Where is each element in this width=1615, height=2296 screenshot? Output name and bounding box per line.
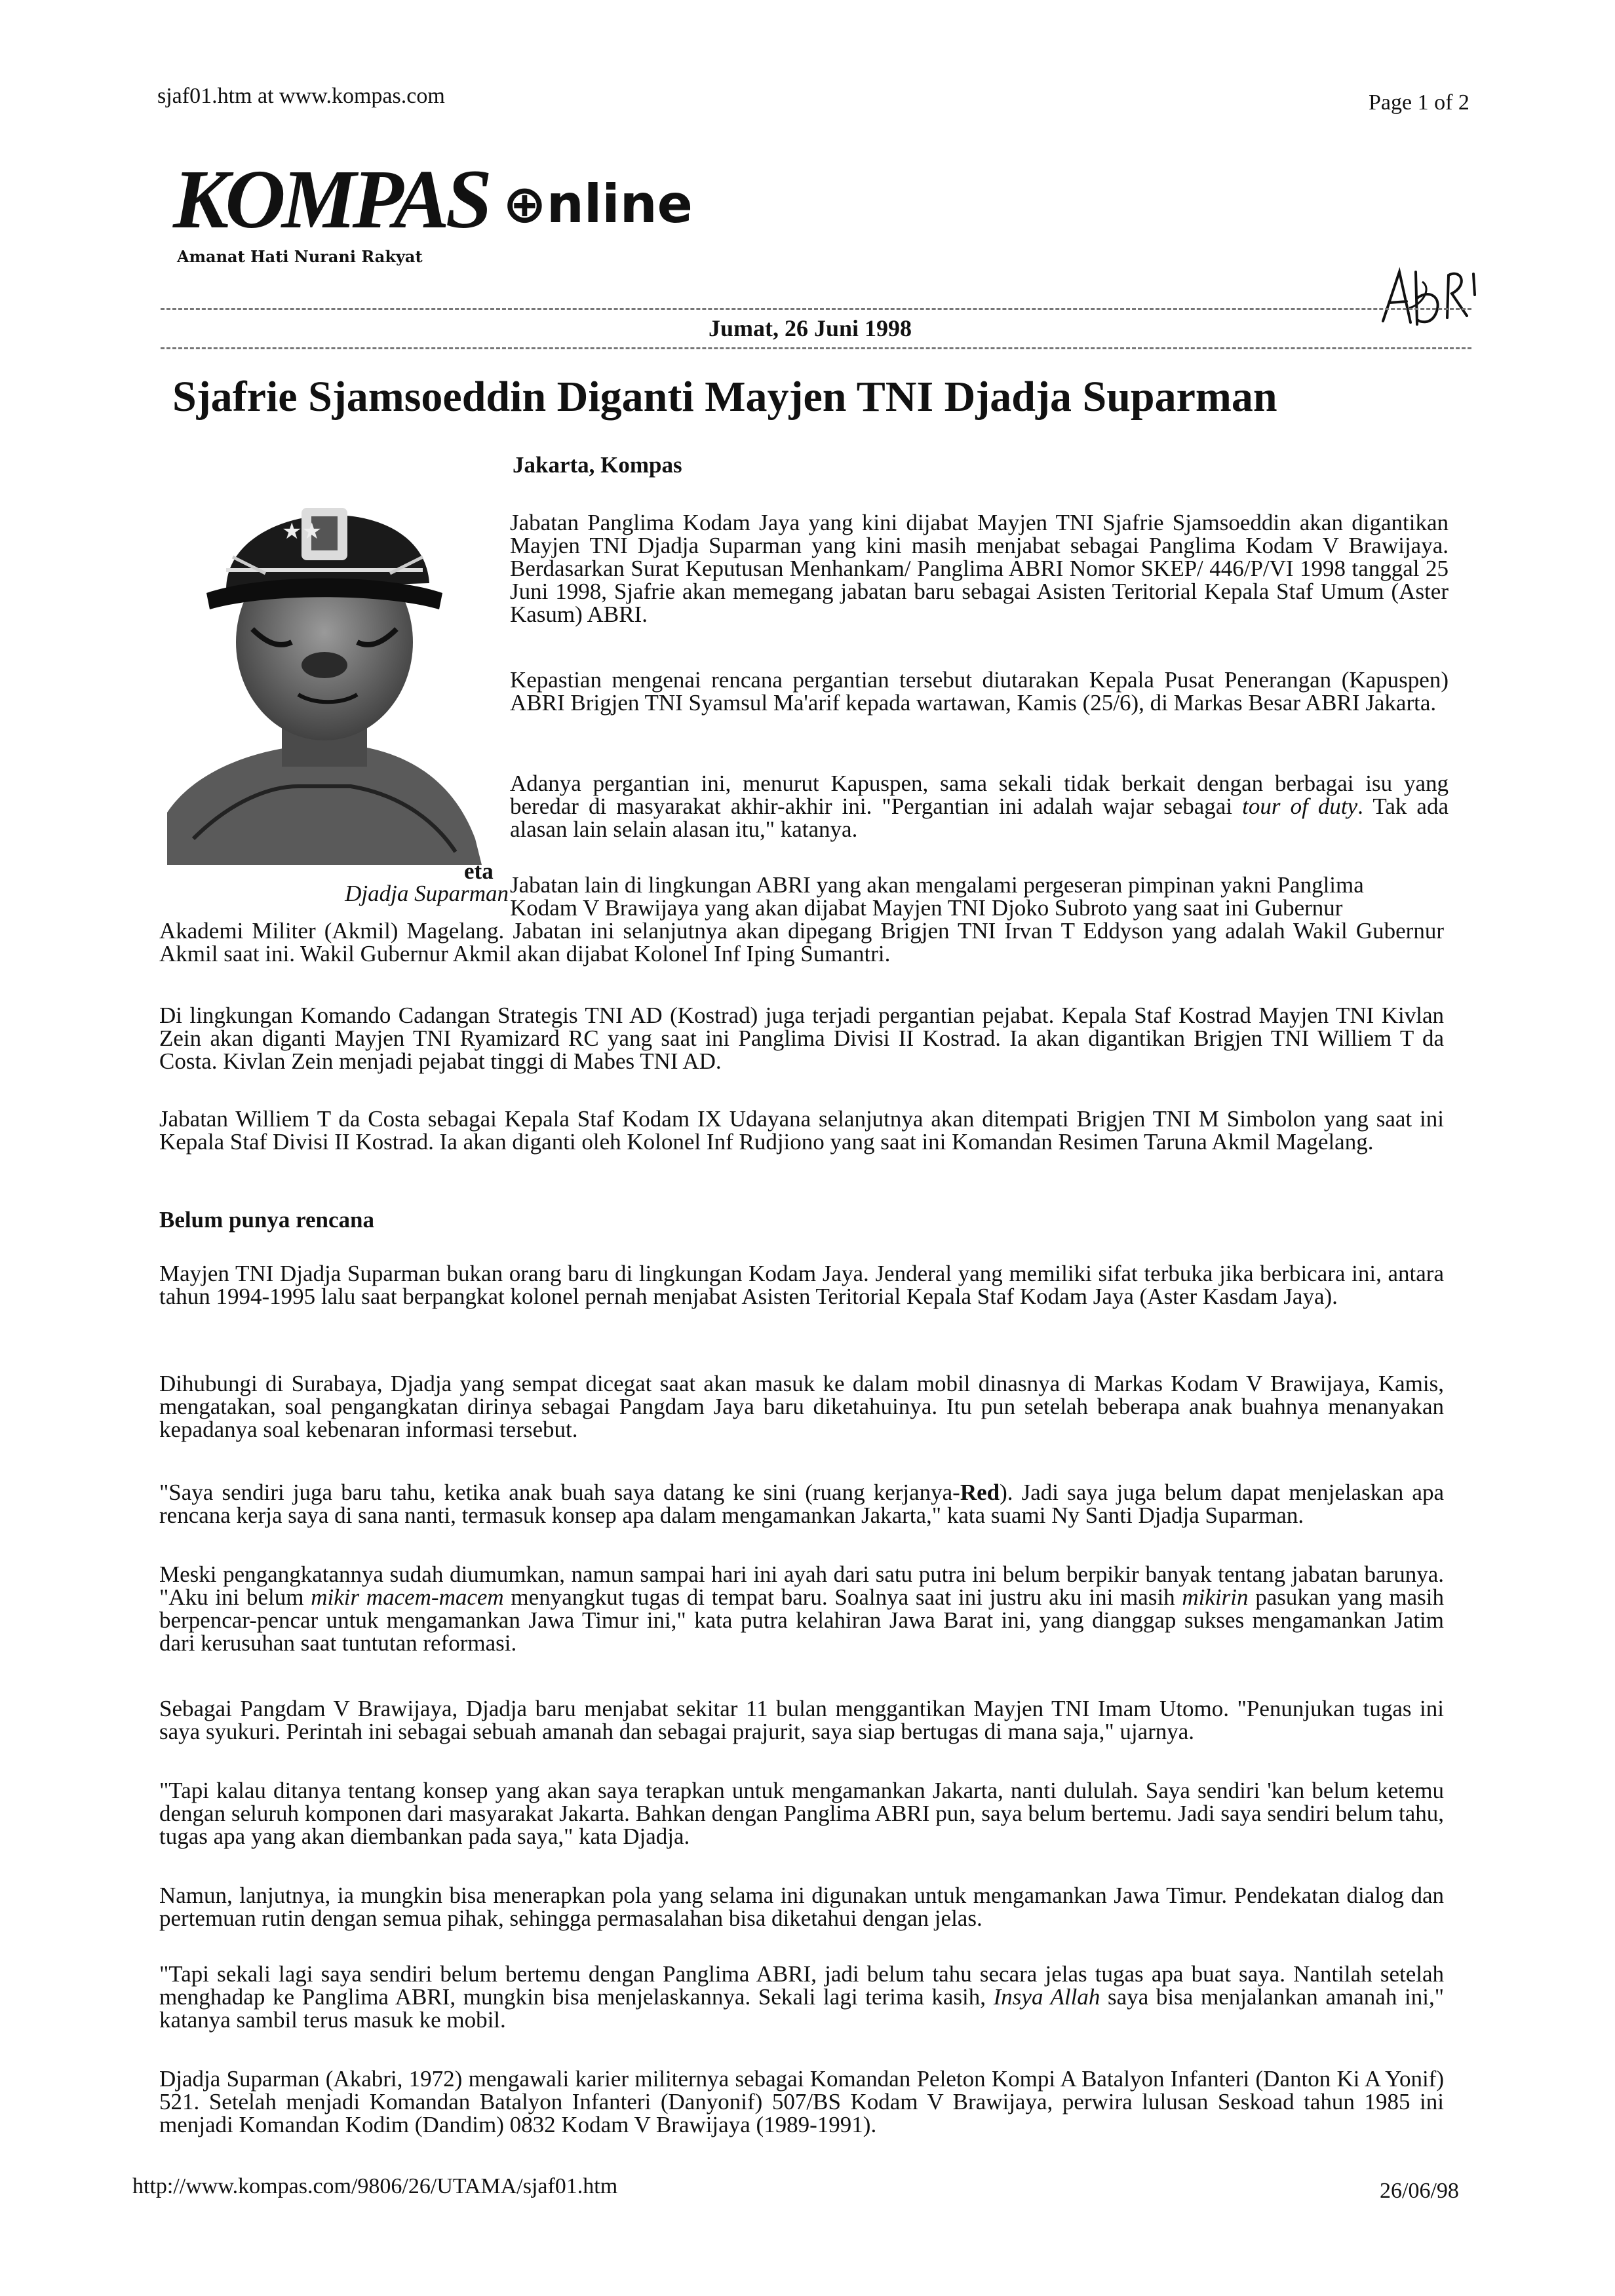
paragraph-13: Namun, lanjutnya, ia mungkin bisa menerapkan pola yang selama ini digunakan untuk mengamankan Jawa Timur. Pendekatan dialog dan pertemuan rutin dengan semua pihak, sehingga permasalahan bisa diketahui dengan jelas. bbox=[159, 1883, 1444, 1931]
paragraph-11: Sebagai Pangdam V Brawijaya, Djadja baru menjabat sekitar 11 bulan menggantikan Mayjen TNI Imam Utomo. "Penunjukan tugas ini saya syukuri. Perintah ini sebagai sebuah amanah dan sebagai prajurit, saya siap bertugas di mana saja," ujarnya. bbox=[159, 1696, 1444, 1744]
paragraph-1: Jabatan Panglima Kodam Jaya yang kini dijabat Mayjen TNI Sjafrie Sjamsoeddin akan digantikan Mayjen TNI Djadja Suparman yang kini masih menjabat sebagai Panglima Kodam V Brawijaya. Berdasarkan Surat Keputusan Menhankam/ Panglima ABRI Nomor SKEP/ 446/P/VI 1998 tanggal 25 Juni 1998, Sjafrie akan memegang jabatan baru sebagai Asisten Teritorial Kepala Staf Umum (Aster Kasum) ABRI. bbox=[510, 510, 1449, 627]
logo-tagline: Amanat Hati Nurani Rakyat bbox=[177, 247, 423, 266]
paragraph-14-text-end: saya bisa menjalankan amanah ini," katanya sambil terus masuk ke mobil. bbox=[159, 1984, 1444, 2033]
paragraph-3-text-end: . Tak ada alasan lain selain alasan itu," katanya. bbox=[510, 794, 1449, 842]
kompas-logo bbox=[173, 153, 693, 246]
paragraph-12: "Tapi kalau ditanya tentang konsep yang akan saya terapkan untuk mengamankan Jakarta, nanti dululah. Saya sendiri 'kan belum ketemu dengan seluruh komponen dari masyarakat Jakarta. Bahkan dengan Panglima ABRI pun, saya belum bertemu. Jadi saya sendiri belum tahu, tugas apa yang akan diembankan pada saya," kata Djadja. bbox=[159, 1778, 1444, 1849]
paragraph-10 bbox=[159, 1563, 1444, 1655]
paragraph-9 bbox=[159, 1481, 1444, 1527]
handwritten-note bbox=[1370, 242, 1481, 341]
cut-off-text-eta: eta bbox=[464, 858, 494, 884]
article-title: Sjafrie Sjamsoeddin Diganti Mayjen TNI Djadja Suparman bbox=[172, 373, 1277, 421]
page-number: Page 1 of 2 bbox=[1369, 90, 1469, 115]
paragraph-9-text: "Saya sendiri juga baru tahu, ketika anak buah saya datang ke sini (ruang kerjanya- bbox=[159, 1480, 960, 1505]
article-date: Jumat, 26 Juni 1998 bbox=[705, 315, 916, 342]
paragraph-3 bbox=[510, 772, 1449, 841]
photo-caption: Djadja Suparman bbox=[345, 881, 509, 906]
footer-date: 26/06/98 bbox=[1380, 2179, 1459, 2203]
article-dateline: Jakarta, Kompas bbox=[513, 452, 682, 478]
paragraph-10-text-end: pasukan yang masih berpencar-pencar untuk mengamankan Jawa Timur ini," kata putra kelahiran Jawa Barat ini, yang dianggap sukses mengamankan Jatim dari kerusuhan saat tuntutan reformasi. bbox=[159, 1584, 1445, 1656]
logo-online-wordmark: ⊕nline bbox=[502, 174, 693, 235]
paragraph-7: Mayjen TNI Djadja Suparman bukan orang baru di lingkungan Kodam Jaya. Jenderal yang memiliki sifat terbuka jika berbicara ini, antara tahun 1994-1995 lalu saat berpangkat kolonel pernah menjabat Asisten Teritorial Kepala Staf Kodam Jaya (Aster Kasdam Jaya). bbox=[159, 1261, 1444, 1309]
paragraph-15: Djadja Suparman (Akabri, 1972) mengawali karier militernya sebagai Komandan Peleton Kompi A Batalyon Infanteri (Danton Ki A Yonif) 521. Setelah menjadi Komandan Batalyon Infanteri (Danyonif) 507/BS Kodam V Brawijaya, perwira lulusan Seskoad tahun 1985 ini menjadi Komandan Kodim (Dandim) 0832 Kodam V Brawijaya (1989-1991). bbox=[159, 2066, 1444, 2137]
date-rule-top bbox=[161, 308, 1471, 310]
date-rule-bottom bbox=[161, 347, 1471, 349]
paragraph-14 bbox=[159, 1962, 1444, 2031]
paragraph-3-italic: tour of duty bbox=[1242, 794, 1358, 819]
svg-text:★★: ★★ bbox=[282, 518, 322, 545]
paragraph-14-italic: Insya Allah bbox=[993, 1984, 1100, 2010]
paragraph-6: Jabatan Williem T da Costa sebagai Kepala Staf Kodam IX Udayana selanjutnya akan ditempati Brigjen TNI M Simbolon yang saat ini Kepala Staf Divisi II Kostrad. Ia akan diganti oleh Kolonel Inf Rudjiono yang saat ini Komandan Resimen Taruna Akmil Magelang. bbox=[159, 1106, 1444, 1155]
footer-url[interactable]: http://www.kompas.com/9806/26/UTAMA/sjaf01.htm bbox=[132, 2174, 618, 2198]
paragraph-10-italic-2: mikirin bbox=[1182, 1584, 1249, 1610]
paragraph-5: Di lingkungan Komando Cadangan Strategis TNI AD (Kostrad) juga terjadi pergantian pejabat. Kepala Staf Kostrad Mayjen TNI Kivlan Zein akan diganti Mayjen TNI Ryamizard RC yang saat ini Panglima Divisi II Kostrad. Ia akan digantikan Brigjen TNI Williem T da Costa. Kivlan Zein menjadi pejabat tinggi di Mabes TNI AD. bbox=[159, 1003, 1444, 1074]
page-source-label: sjaf01.htm at www.kompas.com bbox=[157, 84, 445, 108]
paragraph-4-line-1: Jabatan lain di lingkungan ABRI yang akan mengalami pergeseran pimpinan yakni Panglima bbox=[510, 872, 1364, 898]
paragraph-9-text-end: ). Jadi saya juga belum dapat menjelaskan apa rencana kerja saya di sana nanti, termasuk konsep apa dalam mengamankan Jakarta," kata suami Ny Santi Djadja Suparman. bbox=[159, 1480, 1444, 1528]
paragraph-9-bold: Red bbox=[960, 1480, 1000, 1505]
logo-wordmark: KOMPAS bbox=[173, 153, 488, 246]
paragraph-10-text-mid: menyangkut tugas di tempat baru. Soalnya saat ini justru aku ini masih bbox=[503, 1584, 1182, 1610]
paragraph-3-text: Adanya pergantian ini, menurut Kapuspen, sama sekali tidak berkait dengan berbagai isu yang beredar di masyarakat akhir-akhir ini. "Pergantian ini adalah wajar sebagai bbox=[510, 771, 1449, 819]
portrait-photo bbox=[167, 446, 482, 865]
paragraph-14-text: "Tapi sekali lagi saya sendiri belum bertemu dengan Panglima ABRI, jadi belum tahu secara jelas tugas apa buat saya. Nantilah setelah menghadap ke Panglima ABRI, mungkin bisa menjelaskannya. Sekali lagi terima kasih, bbox=[159, 1961, 1444, 2010]
paragraph-4-line-2: Kodam V Brawijaya yang akan dijabat Mayjen TNI Djoko Subroto yang saat ini Gubernur bbox=[510, 895, 1343, 921]
paragraph-8: Dihubungi di Surabaya, Djadja yang sempat dicegat saat akan masuk ke dalam mobil dinasnya di Markas Kodam V Brawijaya, Kamis, mengatakan, soal pengangkatan dirinya sebagai Pangdam Jaya baru diketahuinya. Itu pun setelah beberapa anak buahnya menanyakan kepadanya soal kebenaran informasi tersebut. bbox=[159, 1371, 1444, 1442]
paragraph-4-rest: Akademi Militer (Akmil) Magelang. Jabatan ini selanjutnya akan dipegang Brigjen TNI Irvan T Eddyson yang adalah Wakil Gubernur Akmil saat ini. Wakil Gubernur Akmil akan dijabat Kolonel Inf Iping Sumantri. bbox=[159, 918, 1444, 966]
paragraph-10-italic-1: mikir macem-macem bbox=[311, 1584, 504, 1610]
paragraph-2: Kepastian mengenai rencana pergantian tersebut diutarakan Kepala Pusat Penerangan (Kapuspen) ABRI Brigjen TNI Syamsul Ma'arif kepada wartawan, Kamis (25/6), di Markas Besar ABRI Jakarta. bbox=[510, 667, 1449, 716]
section-subhead: Belum punya rencana bbox=[159, 1207, 375, 1233]
paragraph-10-text: Meski pengangkatannya sudah diumumkan, namun sampai hari ini ayah dari satu putra ini belum berpikir banyak tentang jabatan barunya. "Aku ini belum bbox=[159, 1561, 1444, 1610]
